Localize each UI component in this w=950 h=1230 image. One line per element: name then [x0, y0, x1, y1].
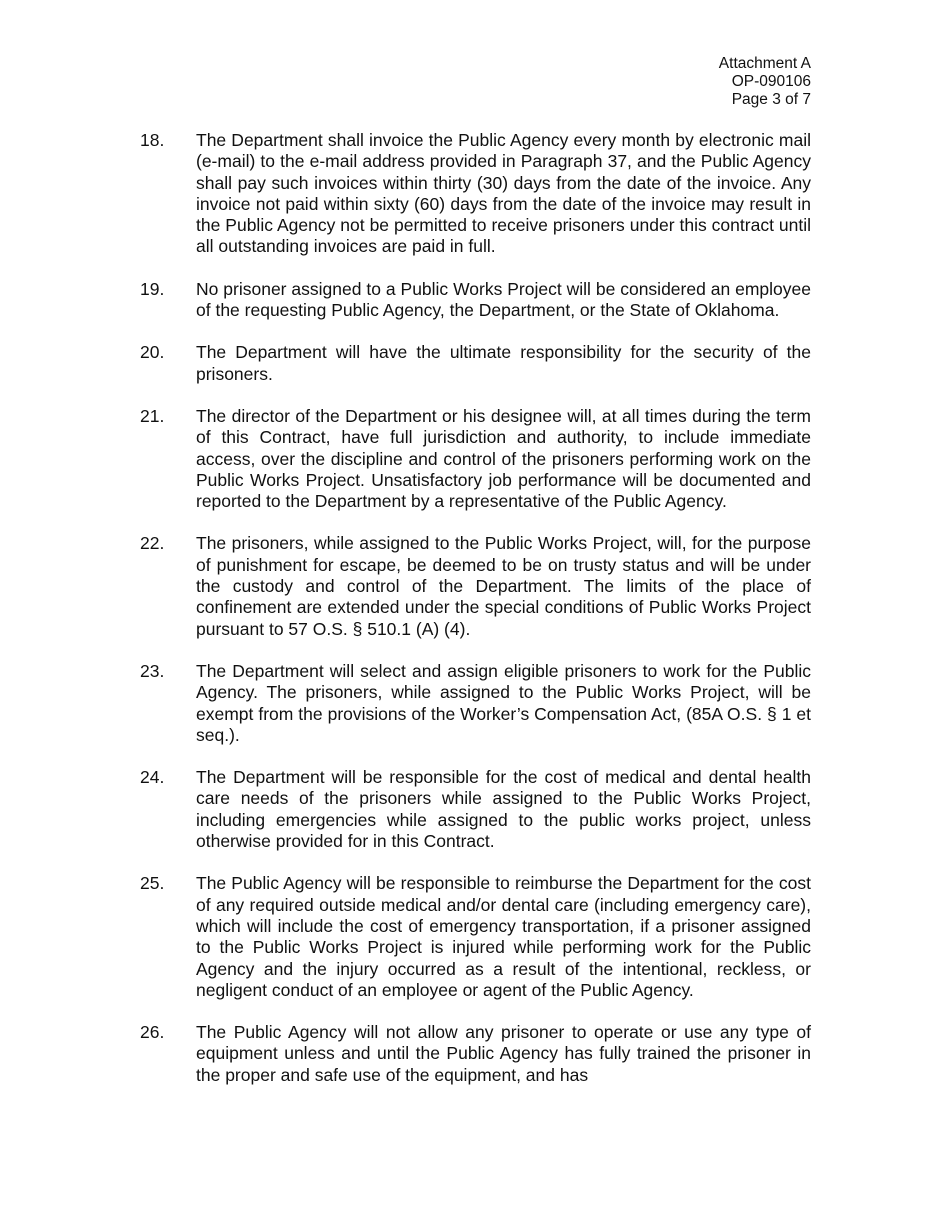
paragraph-24	[140, 767, 811, 852]
paragraph-text: The Public Agency will not allow any prisoner to operate or use any type of equipment unless and until the Public Agency has fully trained the prisoner in the proper and safe use of the equipment, and has	[196, 1022, 811, 1085]
paragraph-text: The Department shall invoice the Public Agency every month by electronic mail (e-mail) to the e-mail address provided in Paragraph 37, and the Public Agency shall pay such invoices within thirty (30) days from the date of the invoice. Any invoice not paid within sixty (60) days from the date of the invoice may result in the Public Agency not be permitted to receive prisoners under this contract until all outstanding invoices are paid in full.	[196, 130, 811, 257]
paragraph-number: 22.	[140, 533, 165, 554]
paragraph-text: The prisoners, while assigned to the Public Works Project, will, for the purpose of punishment for escape, be deemed to be on trusty status and will be under the custody and control of the Department. The limits of the place of confinement are extended under the special conditions of Public Works Project pursuant to 57 O.S. § 510.1 (A) (4).	[196, 533, 811, 639]
paragraph-text: No prisoner assigned to a Public Works Project will be considered an employee of the requesting Public Agency, the Department, or the State of Oklahoma.	[196, 278, 811, 321]
paragraph-text: The Department will have the ultimate responsibility for the security of the prisoners.	[196, 342, 811, 384]
numbered-paragraphs	[140, 130, 811, 1107]
paragraph-25	[140, 873, 811, 1001]
attachment-label: Attachment A	[718, 55, 811, 72]
paragraph-number: 20.	[140, 342, 165, 363]
paragraph-number: 23.	[140, 660, 165, 681]
paragraph-number: 26.	[140, 1022, 165, 1043]
page-header	[719, 55, 811, 109]
paragraph-text: The Public Agency will be responsible to reimburse the Department for the cost of any required outside medical and/or dental care (including emergency care), which will include the cost of emergency transportation, if a prisoner assigned to the Public Works Project is injured while performing work for the Public Agency and the injury occurred as a result of the intentional, reckless, or negligent conduct of an employee or agent of the Public Agency.	[196, 873, 811, 1000]
document-code: OP-090106	[731, 73, 811, 90]
paragraph-number: 21.	[140, 405, 165, 426]
paragraph-number: 24.	[140, 767, 165, 788]
paragraph-22	[140, 533, 811, 639]
paragraph-number: 18.	[140, 130, 165, 150]
paragraph-23	[140, 661, 811, 746]
page-number: Page 3 of 7	[731, 91, 811, 108]
paragraph-21	[140, 406, 811, 512]
paragraph-18	[140, 130, 811, 258]
paragraph-text: The Department will be responsible for the cost of medical and dental health care needs of the prisoners while assigned to the Public Works Project, including emergencies while assigned to the public works project, unless otherwise provided for in this Contract.	[196, 767, 811, 852]
paragraph-text: The director of the Department or his designee will, at all times during the term of this Contract, have full jurisdiction and authority, to include immediate access, over the discipline and control of the prisoners performing work on the Public Works Project. Unsatisfactory job performance will be documented and reported to the Department by a representative of the Public Agency.	[196, 405, 811, 512]
paragraph-19	[140, 279, 811, 322]
paragraph-number: 19.	[140, 278, 165, 299]
paragraph-number: 25.	[140, 873, 165, 894]
paragraph-20	[140, 342, 811, 385]
paragraph-text: The Department will select and assign eligible prisoners to work for the Public Agency. The prisoners, while assigned to the Public Works Project, will be exempt from the provisions of the Worker’s Compensation Act, (85A O.S. § 1 et seq.).	[196, 660, 811, 745]
paragraph-26	[140, 1022, 811, 1086]
